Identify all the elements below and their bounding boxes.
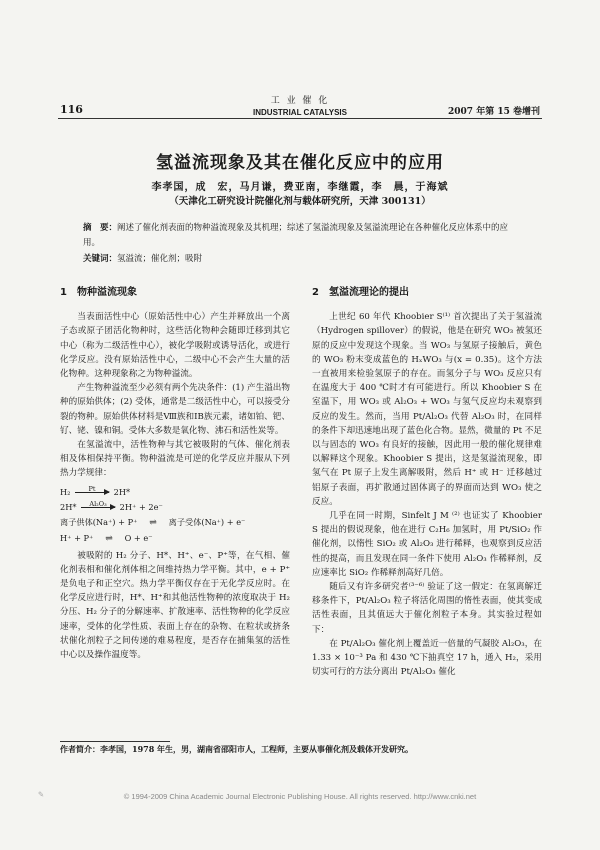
page-number: 116 <box>60 103 83 116</box>
equilibrium-arrow: ⇌ <box>105 533 113 544</box>
section-1-heading: 1 物种溢流现象 <box>60 287 137 298</box>
reaction-arrow: Pt <box>75 492 109 493</box>
footnote-divider <box>60 741 170 742</box>
journal-name-zh: 工 业 催 化 <box>270 96 330 106</box>
abstract <box>83 221 523 251</box>
section-1-paragraph: 当表面活性中心（原始活性中心）产生并释放出一个离子态或原子团活化物种时，这些活化物种会随即迁移到其它中心（称为二级活性中心），被化学吸附或诱导活化，或进行化学反应。没有原始活性中心，二级中心不会产生大量的活化物种。这种现象称之为物种溢流。 <box>60 312 290 380</box>
equation-4: H⁺ + P⁺ ⇌ O + e⁻ <box>60 531 290 547</box>
right-column <box>312 286 542 679</box>
header-divider <box>58 118 542 119</box>
equation-3: 离子供体(Na⁺) + P⁺ ⇌ 离子受体(Na⁺) + e⁻ <box>60 515 290 531</box>
section-1-paragraph: 被吸附的 H₂ 分子、H*、H⁺、e⁻、P⁺等，在气相、催化剂表相和催化剂体相之间维持热力学平衡。其中，e + P⁺ 是负电子和正空穴。热力学平衡仅存在于无化学反应时。在化学反应进行时，H*、H⁺和其他活性物种的浓度取决于 H₂ 分压、H₂ 分子的分解速率、扩散速率、活性物种的化学反应速率，受体的化学性质、表面上存在的杂物、在粒状或挤条状催化剂粒子之间传递的难易程度，是否存在捕集氢的活性中心以及操作温度等。 <box>60 550 290 661</box>
reaction-arrow: Al₂O₃ <box>81 507 115 508</box>
author-footnote: 作者简介：李孝国，1978 年生，男，湖南省邵阳市人，工程师，主要从事催化剂及载体开发研究。 <box>60 744 414 754</box>
section-2-paragraph: 在 Pt/Al₂O₃ 催化剂上覆盖近一倍量的气凝胶 Al₂O₃，在 1.33 × 10⁻³ Pa 和 430 ℃下抽真空 17 h，通入 H₂，采用切实可行的方法分离出 Pt/Al₂O₃ 催化 <box>312 638 542 678</box>
journal-name <box>230 96 370 118</box>
section-2-paragraph: 随后又有许多研究者⁽³⁻⁶⁾ 验证了这一假定：在氢离解迁移条件下，Pt/Al₂O₃ 粒子将活化周围的惰性表面，使其变成活性表面，且其值远大于催化剂粒子本身。其实验过程如下： <box>312 582 542 635</box>
journal-name-en: INDUSTRIAL CATALYSIS <box>253 108 347 117</box>
equilibrium-arrow: ⇌ <box>149 517 157 528</box>
section-2-paragraph: 上世纪 60 年代 Khoobier S⁽¹⁾ 首次提出了关于氢溢流（Hydrogen spillover）的假说，他是在研究 WO₃ 被氢还原的反应中发现这个现象。当 WO₃ 与氢原子接触后，黄色的 WO₃ 粉末变成蓝色的 HₓWO₃ 与(x = 0.35)。这个方法一直被用来检验氢原子的存在。而氢分子与 WO₃ 反应只有在温度大于 400 ℃时才有可能进行。所以 Khoobier S 在室温下，用 WO₃ 或 Al₂O₃ + WO₃ 与氢气反应均未观察到反应的发生。然而，当用 Pt/Al₂O₃ 代替 Al₂O₃ 时，在同样的条件下却迅速地出现了蓝色化合物。显然，微量的 Pt 不足以与固态的 WO₃ 有良好的接触，因此用一般的催化规律难以解释这个现象。Khoobier S 提出，这是氢溢流现象，即氢气在 Pt 原子上发生离解吸附，然后 H⁺ 或 H⁻ 迁移越过铝原子表面，再扩散通过固体离子的界面而达到 WO₃ 使之反应。 <box>312 312 542 507</box>
equation-block <box>60 485 290 547</box>
equation-2: 2H* Al₂O₃ 2H⁺ + 2e⁻ <box>60 500 163 512</box>
left-column <box>60 286 290 662</box>
keywords <box>83 252 523 264</box>
affiliation: （天津化工研究设计院催化剂与载体研究所，天津 300131） <box>169 196 431 207</box>
section-1-paragraph: 产生物种溢流至少必须有两个先决条件：(1) 产生溢出物种的原始供体；(2) 受体，通常是二级活性中心，可以接受分裂的物种。原始供体材料是Ⅷ族和ⅠB族元素，诸如铂、钯、钌、铑、镍和铜。受体大多数是氧化物、沸石和活性炭等。 <box>60 383 290 436</box>
section-2-heading: 2 氢溢流理论的提出 <box>312 287 409 298</box>
pen-icon: ✎ <box>37 790 45 799</box>
issue-info: 2007 年第 15 卷增刊 <box>448 107 540 117</box>
copyright-line <box>0 792 600 801</box>
keywords-label: 关键词： <box>83 254 118 264</box>
equation-1: H₂ Pt 2H* <box>60 485 131 497</box>
keywords-text: 氢溢流；催化剂；吸附 <box>117 254 203 264</box>
section-2-paragraph: 几乎在同一时期，Sinfelt J M ⁽²⁾ 也证实了 Khoobier S 提出的假说现象，他在进行 C₂H₆ 加氢时，用 Pt/SiO₂ 作催化剂，以惰性 SiO₂ 或 Al₂O₃ 进行稀释，也观察到反应活性的提高，而且发现在同一条件下使用 Al₂O₃ 作稀释剂，反应速率比 SiO₂ 作稀释剂高好几倍。 <box>312 511 542 578</box>
abstract-label: 摘 要： <box>83 223 118 233</box>
copyright-text: © 1994-2009 China Academic Journal Electronic Publishing House. All rights reserved. http://www.cnki.net <box>123 792 477 801</box>
paper-title: 氢溢流现象及其在催化反应中的应用 <box>156 153 444 173</box>
section-1-paragraph: 在氢溢流中，活性物种与其它被吸附的气体、催化剂表相及体相保持平衡。物种溢流是可逆的化学反应并服从下列热力学规律： <box>60 440 290 479</box>
author-list: 李孝国，成 宏，马月谦，费亚南，李继霞，李 晨，于海斌 <box>151 182 449 193</box>
abstract-text: 阐述了催化剂表面的物种溢流现象及其机理；综述了氢溢流现象及氢溢流理论在各种催化反应体系中的应用。 <box>83 223 509 248</box>
